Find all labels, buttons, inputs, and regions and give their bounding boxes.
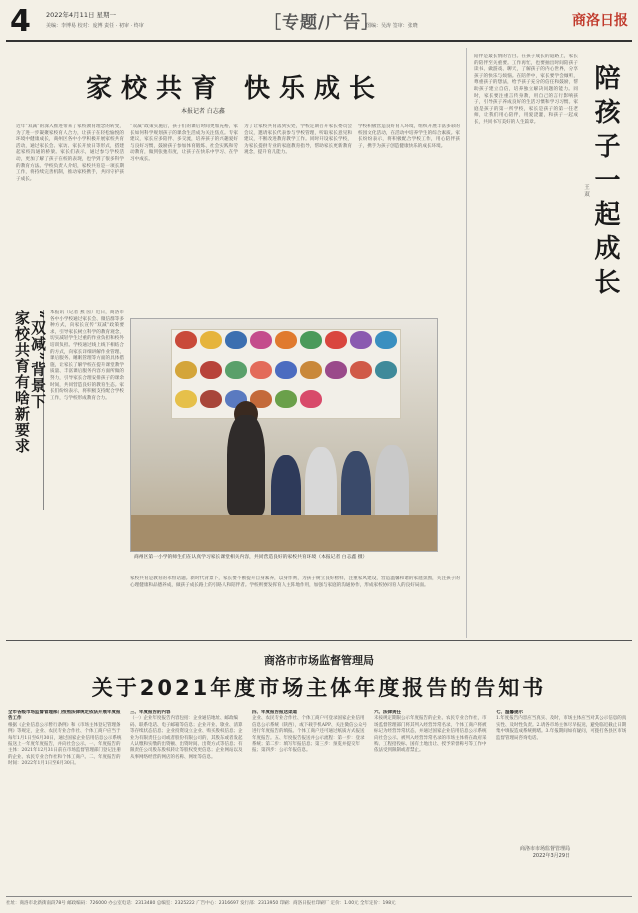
right-article-body: 陪伴是最长情的告白。在孩子成长的道路上，家长的陪伴至关重要。工作再忙，也要抽出时间陪孩子读书、做游戏、聊天，了解孩子的内心世界，分享孩子的快乐与烦恼。在陪伴中，家长要学会倾听，尊重孩子的想法，给予孩子充分的信任和鼓励，帮助孩子建立自信，培养独立解决问题的能力。同时，家长要注重言传身教，用自己的言行影响孩子，引导孩子养成良好的生活习惯和学习习惯。家庭是孩子的第一所学校，家长是孩子的第一任老师，让我们用心陪伴，用爱浇灌，和孩子一起成长，共同书写美好的人生篇章。 (474, 54, 578, 125)
notice-column-5 (496, 710, 630, 840)
column-divider (466, 48, 467, 638)
editors-line: 美编：李博易 校对：庞博 责任 · 初审 · 终审 (46, 23, 144, 29)
article-column-4: 学校积极营造良好育人环境，组织开展丰富多彩的校园文化活动，在活动中培养学生的综合素质。家长纷纷表示，将积极配合学校工作，用心陪伴孩子，携手为孩子创造健康快乐的成长环境。 (358, 124, 460, 149)
notice-column-1-heading: 全市各级市场监督管理部门按照法律规定依法开展年度报告工作 (8, 710, 121, 722)
notice-column-4 (374, 710, 490, 890)
notice-column-5-body: 1.年度报告内容应当真实、及时，市场主体应当对其公示信息的真实性、及时性负责。2.请各市场主体尽早报送，避免临近截止日期集中填报造成系统拥堵。3.年报期间如有疑问，可拨打各县区市场监督管理局咨询电话。 (496, 716, 627, 741)
masthead (6, 4, 632, 42)
feature-title: 家校共育 快乐成长 (86, 74, 385, 104)
notice-title: 关于2021年度市场主体年度报告的告知书 (91, 676, 547, 700)
notice-organization: 商洛市市场监督管理局 (264, 654, 374, 667)
vertical-headline-line-1: “双减”背景下 (29, 310, 47, 410)
page-number: 4 (10, 4, 31, 39)
notice-column-4-heading: 六、法律责任 (374, 710, 401, 715)
signature-org: 商洛市市场监督管理局 (520, 846, 571, 852)
photo-students (265, 437, 425, 527)
notice-column-2-body: （一）企业年度报告内容包括：企业通信地址、邮政编码、联系电话、电子邮箱等信息；企业开业、歇业、清算等存续状态信息；企业投资设立企业、购买股权信息；企业为有限责任公司或者股份有限公司的，其股东或者发起人认缴和实缴的出资额、出资时间、出资方式等信息；有限责任公司股东股权转让等股权变更信息；企业网站以及从事网络经营的网店的名称、网址等信息。 (130, 716, 243, 760)
notice-column-5-heading: 七、温馨提示 (496, 710, 523, 715)
photo-caption: 商州区第一小学的师生们在认真学习家长课堂相关内容，共同营造良好的家校共育环境（本报记者 白志鑫 摄） (134, 555, 368, 560)
page-footer: 社址：商洛市北新街南段78号 邮政编码：726000 办公室电话：2313480 总编室：2325222 广告中心：2316697 发行部：2313950 印刷：商洛日报社印刷厂 定价：1.00元 全年定价：198元 (6, 896, 632, 906)
photo-teacher (227, 415, 265, 515)
right-vertical-title: 陪孩子一起成长 (590, 64, 620, 302)
feature-photo (130, 318, 438, 552)
editors-right: 图编：吴涛 签审：张晓 (366, 23, 418, 29)
photo-table (131, 515, 438, 552)
left-article-body: 本报讯（记者 燕 茵）近日，商洛市各中小学校通过家长会、微信群等多种方式，向家长宣传“双减”政策要求，引导家长树立科学的教育观念，切实减轻学生过重的作业负担和校外培训负担。学校通过线上线下相结合的方式，向家长详细讲解作业管理、课后服务、睡眠管理等方面的具体措施，让家长了解学校在提升课堂教学质量、丰富课后服务内容方面所做的努力，引导家长合理安排孩子的课余时间，共同营造良好的教育生态。家长们纷纷表示，将积极支持配合学校工作，与学校形成教育合力。 (50, 310, 124, 401)
section-tag: ［专题/广告］ (264, 13, 380, 33)
notice-column-3-body: 企业、农民专业合作社、个体工商户可登录国家企业信用信息公示系统（陕西），或下载手机APP、关注微信公众号进行年度报告的填报。个体工商户还可通过纸质方式报送年度报告。五、年度报告报送并公示流程：第一步：登录系统；第二步：填写年报信息；第三步：预览并提交年报；第四步：公示年报信息。 (252, 716, 368, 754)
signature-date: 2022年3月29日 (532, 853, 571, 859)
newspaper-logo: 商洛日报 (572, 13, 628, 29)
article-column-2: “双减”政策实施后，孩子们的课后时间更加充裕，家长如何科学规划孩子的课余生活成为关注焦点。专家建议，家长应多陪伴、多交流，培养孩子的兴趣爱好与良好习惯，鼓励孩子参加体育锻炼、社会实践和劳动教育，做到张弛有度，让孩子在快乐中学习、在学习中成长。 (130, 124, 238, 162)
middle-article-body: 家校共育是教育的永恒话题。新时代背景下，家长要不断提升自身素养，以身作则，为孩子树立良好榜样，注重家风建设，营造温馨和谐的家庭氛围，关注孩子的心理健康和品德养成，做孩子成长路上的引路人和陪伴者。学校则要发挥育人主阵地作用，加强与家庭的沟通协作，形成家校协同育人的良好局面。 (130, 576, 460, 588)
article-column-1: 近年“双减”的深入推进带来了家校教育理念的转变，为了进一步凝聚家校育人合力，让孩子在轻松愉悦的环境中健康成长，商州区各中小学积极开展家校共育活动，通过家长会、家访、家长开放日等形式，搭建起家校沟通的桥梁。家长们表示，通过参与学校活动，更加了解了孩子在校的表现，也学到了很多科学的教育方法。学校负责人介绍，家校共育是一项长期工作，将持续完善机制，推动家校携手，共同守护孩子成长。 (16, 124, 124, 182)
notice-column-4-body: 未按规定期限公示年度报告的企业、农民专业合作社，市场监督管理部门将其列入经营异常名录，个体工商户将被标记为经营异常状态，并通过国家企业信用信息公示系统向社会公示。被列入经营异常名录的市场主体将在政府采购、工程招投标、国有土地出让、授予荣誉称号等工作中依法受到限制或者禁止。 (374, 716, 487, 754)
feature-byline: 本报记者 白志鑫 (181, 108, 225, 115)
notice-column-3-heading: 四、年度报告报送渠道 (252, 710, 297, 715)
section-divider (6, 640, 632, 641)
photo-masks (175, 331, 397, 417)
notice-column-2 (130, 710, 246, 890)
notice-signature (520, 845, 570, 859)
notice-column-2-heading: 三、年度报告的内容 (130, 710, 171, 715)
notice-column-1 (8, 710, 124, 890)
vertical-headline (13, 310, 47, 510)
vertical-headline-line-2: 家校共育有啥新要求 (13, 310, 31, 454)
notice-column-3 (252, 710, 368, 890)
date-line: 2022年4月11日 星期一 (46, 11, 117, 19)
article-column-3: 为了让家校共育落到实处，学校定期召开家长委员会会议，邀请家长代表参与学校管理，听取家长意见和建议，不断改进教育教学工作。同时开设家长学校，为家长提供专业的家庭教育指导，帮助家长更新教育观念，提升育儿能力。 (244, 124, 352, 156)
right-author: 王 双 (583, 184, 589, 197)
top-feature (6, 48, 632, 638)
notice-column-1-body: 根据《企业信息公示暂行条例》和《市场主体登记管理条例》等规定，企业、农民专业合作社、个体工商户应当于每年1月1日至6月30日，通过国家企业信用信息公示系统报送上一年度年度报告，并向社会公示。一、年度报告的主体：2021年12月31日前在市场监督管理部门登记注册的企业、农民专业合作社和个体工商户。二、年度报告的时间：2022年1月1日至6月30日。 (8, 722, 122, 767)
